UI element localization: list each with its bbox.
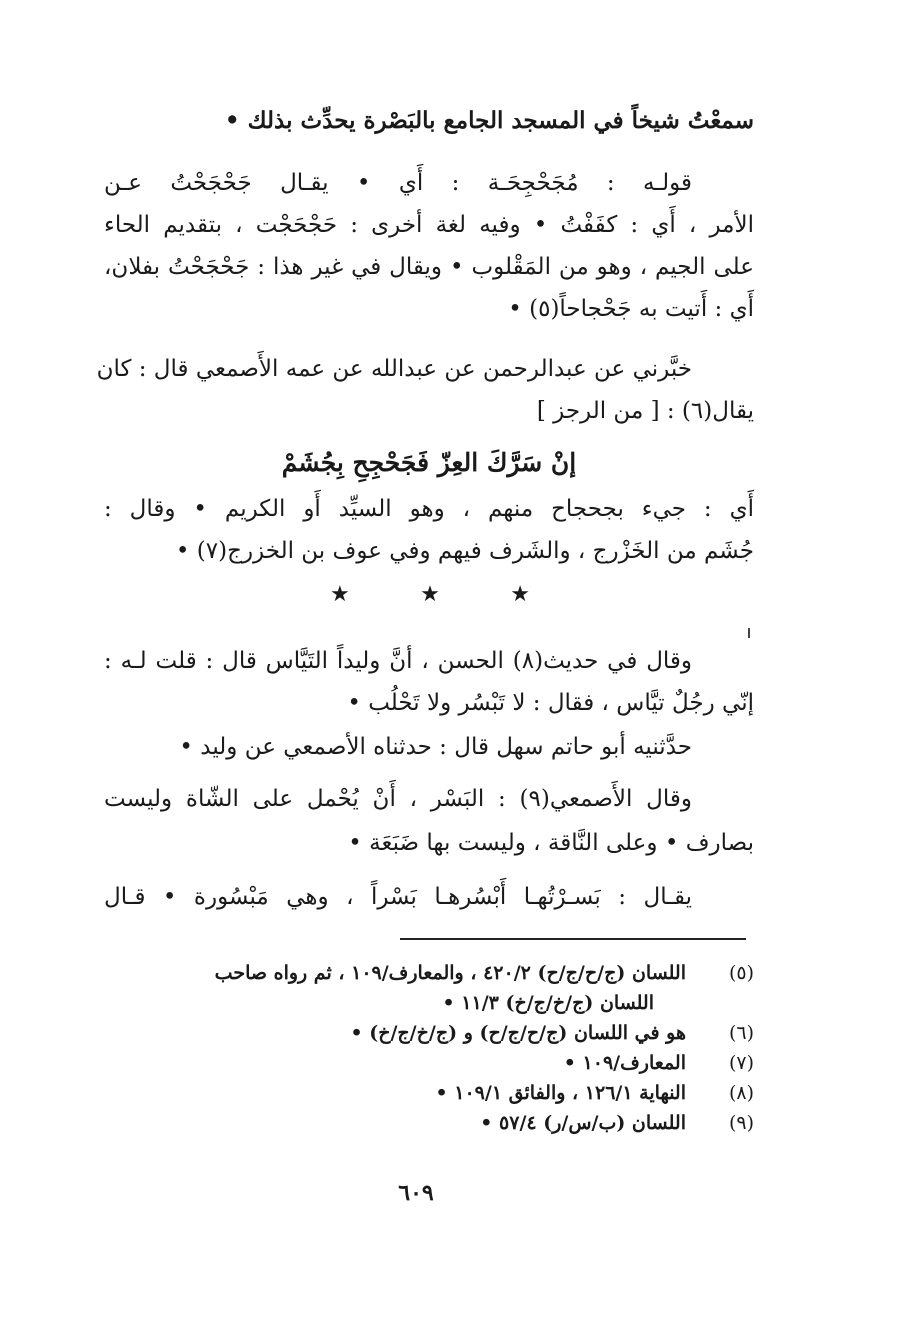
text-line-14: وقال الأَصمعي(٩) : البَسْر ، أَنْ يُحْمل على الشّاة وليست bbox=[104, 786, 692, 812]
text-line-15: بصارف • وعلى النَّاقة ، وليست بها ضَبَعَة • bbox=[348, 830, 754, 856]
text-line-2: قولـه : مُجَحْجِحَـة : أَي • يقـال جَحْجَحْتُ عـن bbox=[104, 170, 692, 196]
text-line-6: خبَّرني عن عبدالرحمن عن عبدالله عن عمه الأَصمعي قال : كان bbox=[96, 356, 692, 382]
footnote-text: اللسان (ب/س/ر) ٥٧/٤ • bbox=[480, 1112, 686, 1134]
verse-line: إنْ سَرَّكَ العِزّ فَجَحْجِحِ بِجُشَمْ bbox=[281, 448, 577, 477]
text-line-12: إنّي رجُلٌ تيَّاس ، فقال : لا تَبْسُر ولا تَحْلُب • bbox=[347, 690, 754, 716]
footnote-text: اللسان (ج/خ/ج/خ) ١١/٣ • bbox=[442, 992, 654, 1014]
text-line-16: يقـال : بَسـرْتُهـا أَبْسُرهـا بَسْراً ، وهي مَبْسُورة • قـال bbox=[104, 884, 692, 910]
text-line-9: أَي : جيء بجحجاح منهم ، وهو السيِّد أَو الكريم • وقال : bbox=[104, 496, 754, 522]
star-icon: ★ bbox=[420, 582, 440, 607]
section-separator bbox=[330, 580, 530, 610]
footnote-text: المعارف/١٠٩ • bbox=[563, 1052, 686, 1074]
margin-mark bbox=[748, 628, 750, 638]
footnote-divider bbox=[400, 938, 746, 940]
footnote-text: النهاية ١٢٦/١ ، والفائق ١٠٩/١ • bbox=[435, 1082, 686, 1104]
page-number: ٦٠٩ bbox=[398, 1180, 434, 1206]
text-line-10: جُشَم من الخَزْرج ، والشَرف فيهم وفي عوف بن الخزرج(٧) • bbox=[175, 538, 754, 564]
footnote-number: (٩) bbox=[728, 1112, 754, 1134]
text-line-4: على الجيم ، وهو من المَقْلوب • ويقال في غير هذا : جَحْجَحْتُ بفلان، bbox=[104, 254, 754, 280]
footnote-number: (٨) bbox=[728, 1082, 754, 1104]
text-line-7: يقال(٦) : [ من الرجز ] bbox=[536, 398, 754, 424]
text-line-1: سمعْتُ شيخاً في المسجد الجامع بالبَصْرة يحدِّث بذلك • bbox=[224, 107, 754, 134]
text-line-11: وقال في حديث(٨) الحسن ، أنَّ وليداً التَيَّاس قال : قلت لـه : bbox=[104, 648, 693, 674]
footnote-text: هو في اللسان (ج/ح/ج/ح) و (ج/خ/ج/خ) • bbox=[350, 1022, 686, 1044]
footnote-number: (٦) bbox=[728, 1022, 754, 1044]
text-line-13: حدَّثنيه أبو حاتم سهل قال : حدثناه الأصمعي عن وليد • bbox=[179, 734, 692, 760]
footnote-number: (٥) bbox=[728, 962, 754, 984]
star-icon: ★ bbox=[510, 582, 530, 607]
footnote-number: (٧) bbox=[728, 1052, 754, 1074]
text-line-5: أَي : أَتيت به جَحْجاحاً(٥) • bbox=[508, 296, 754, 322]
star-icon: ★ bbox=[330, 582, 350, 607]
text-line-3: الأمر ، أَي : كفَفْتُ • وفيه لغة أخرى : حَجْحَجْت ، بتقديم الحاء bbox=[104, 212, 754, 238]
footnote-text: اللسان (ج/ح/ج/ح) ٤٢٠/٢ ، والمعارف/١٠٩ ، ثم رواه صاحب bbox=[214, 962, 686, 984]
